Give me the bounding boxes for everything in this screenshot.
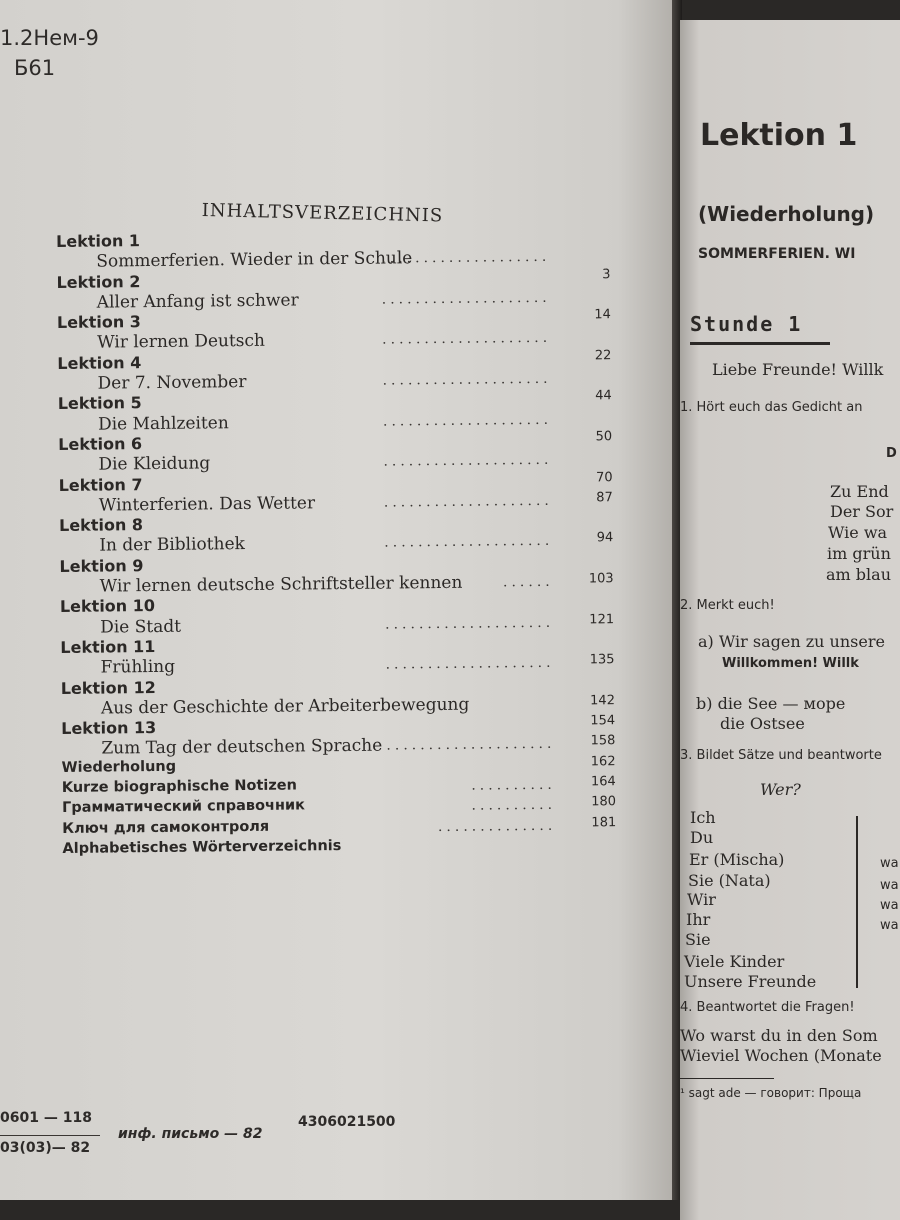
lesson-heading: Lektion 1	[700, 118, 858, 153]
poem-line: im grün	[827, 544, 891, 563]
library-code-2: Б61	[14, 56, 56, 80]
appendix-title: Ключ для самоконтроля	[62, 818, 270, 837]
lesson-label: Lektion 3	[56, 312, 141, 333]
library-code: 1.2Нем-9	[0, 26, 99, 50]
leader-dots: ....................	[382, 330, 552, 349]
page-number: 70	[595, 469, 613, 485]
exercise-2b-line2: die Ostsee	[720, 714, 805, 733]
exercise-2b: b) die See — море	[696, 694, 846, 713]
poem-title-initial: D	[886, 446, 897, 461]
leader-dots: ....................	[381, 249, 551, 267]
page-number: 94	[596, 530, 614, 546]
page-number: 3	[602, 266, 611, 282]
question: Wieviel Wochen (Monate	[680, 1046, 882, 1065]
leader-dots: ..............	[437, 817, 557, 835]
appendix-title: Грамматический справочник	[61, 797, 306, 817]
page-number: 142	[590, 693, 616, 709]
pronoun: Er (Mischa)	[689, 850, 785, 869]
page-number: 103	[588, 571, 614, 587]
toc-title: INHALTSVERZEICHNIS	[201, 200, 444, 227]
lesson-title: Die Stadt	[100, 616, 182, 638]
code-bottom: 03(03)— 82	[0, 1140, 91, 1156]
pronoun: Ich	[690, 808, 716, 827]
page-number: 22	[594, 347, 612, 364]
page-number: 121	[589, 611, 615, 628]
page-number: 164	[590, 774, 616, 790]
lesson-label: Lektion 10	[59, 596, 156, 617]
page-number: 162	[590, 753, 616, 770]
leader-dots: ....................	[382, 411, 553, 430]
right-page	[680, 20, 900, 1220]
lesson-topic: SOMMERFERIEN. WI	[698, 246, 856, 262]
question: Wo warst du in den Som	[680, 1026, 878, 1045]
lesson-title: Sommerferien. Wieder in der Schule	[96, 248, 413, 272]
divider	[690, 342, 830, 345]
leader-dots: ....................	[385, 655, 555, 673]
lesson-title: Wir lernen deutsche Schriftsteller kennen	[99, 572, 463, 597]
catalog-number: 4306021500	[298, 1114, 396, 1130]
page-number: 158	[590, 733, 616, 749]
poem-line: Wie wa	[828, 523, 888, 542]
page-number: 44	[595, 388, 612, 404]
lesson-title: Wir lernen Deutsch	[97, 331, 266, 354]
lesson-title: Winterferien. Das Wetter	[98, 493, 316, 516]
leader-dots: ..........	[471, 797, 557, 814]
verb-stub: wa	[880, 856, 899, 871]
pronoun: Unsere Freunde	[684, 972, 817, 991]
lesson-label: Lektion 13	[61, 718, 157, 739]
lesson-label: Lektion 6	[58, 434, 143, 454]
pronoun: Du	[690, 828, 714, 847]
page-number: 50	[595, 429, 613, 445]
pronoun: Sie	[685, 930, 711, 949]
appendix-title: Kurze biographische Notizen	[61, 777, 298, 796]
poem-line: am blau	[826, 565, 891, 584]
exercise-4: 4. Beantwortet die Fragen!	[680, 1000, 855, 1015]
exercise-1: 1. Hört euch das Gedicht an	[680, 400, 863, 415]
leader-dots: ..........	[471, 776, 556, 794]
verb-stub: wa	[880, 878, 899, 893]
lesson-title: Aller Anfang ist schwer	[96, 290, 299, 313]
page-number: 180	[591, 794, 617, 810]
pronoun: Sie (Nata)	[688, 871, 771, 890]
table-divider	[856, 816, 858, 988]
exercise-2: 2. Merkt euch!	[680, 598, 775, 613]
leader-dots: ......	[502, 573, 554, 591]
info-letter: инф. письмо — 82	[118, 1126, 263, 1142]
pronoun: Viele Kinder	[684, 952, 785, 971]
lesson-label: Lektion 12	[60, 677, 156, 698]
lesson-label: Lektion 8	[58, 515, 144, 536]
poem-line: Zu End	[830, 482, 889, 501]
leader-dots: ....................	[384, 533, 554, 552]
footnote-divider	[680, 1078, 774, 1079]
footnote: ¹ sagt ade — говорит: Проща	[680, 1086, 862, 1100]
leader-dots: ....................	[386, 736, 556, 754]
lesson-label: Lektion 11	[60, 636, 156, 657]
verb-stub: wa	[880, 898, 899, 913]
lesson-title: Zum Tag der deutschen Sprache	[101, 736, 383, 759]
page-number: 181	[591, 814, 617, 831]
page-number: 87	[596, 490, 613, 506]
lesson-title: Die Mahlzeiten	[97, 412, 229, 435]
page-number: 14	[594, 307, 611, 323]
leader-dots: ....................	[383, 492, 553, 511]
code-top: 0601 — 118	[0, 1110, 92, 1126]
verb-stub: wa	[880, 918, 899, 933]
page-number: 135	[589, 652, 615, 668]
appendix-title: Wiederholung	[61, 758, 177, 776]
leader-dots: ....................	[382, 370, 552, 389]
lesson-label: Lektion 9	[59, 555, 144, 576]
pronoun: Ihr	[686, 910, 711, 929]
exercise-3: 3. Bildet Sätze und beantworte	[680, 748, 882, 763]
wer-heading: Wer?	[760, 780, 801, 799]
lesson-label: Lektion 4	[57, 352, 142, 373]
exercise-2a: a) Wir sagen zu unsere	[698, 632, 885, 651]
stunde-heading: Stunde 1	[690, 312, 803, 336]
divider	[0, 1135, 100, 1136]
greeting-text: Liebe Freunde! Willk	[712, 360, 884, 379]
lesson-title: Die Kleidung	[98, 453, 211, 475]
lesson-title: Aus der Geschichte der Arbeiterbewegung	[100, 694, 470, 719]
lesson-title: Der 7. November	[97, 372, 247, 394]
leader-dots: ....................	[383, 452, 553, 470]
lesson-subheading: (Wiederholung)	[698, 202, 875, 226]
page-number: 154	[590, 713, 616, 729]
exercise-2a-bold: Willkommen! Willk	[722, 656, 859, 671]
pronoun: Wir	[687, 890, 716, 909]
lesson-title: In der Bibliothek	[99, 534, 245, 557]
lesson-label: Lektion 2	[56, 271, 141, 292]
table-of-contents	[56, 226, 617, 861]
lesson-title: Frühling	[100, 657, 176, 678]
lesson-label: Lektion 5	[57, 393, 142, 414]
lesson-label: Lektion 1	[56, 231, 141, 251]
leader-dots: ....................	[381, 289, 551, 308]
appendix-title: Alphabetisches Wörterverzeichnis	[62, 837, 342, 857]
leader-dots: ....................	[385, 614, 555, 633]
poem-line: Der Sor	[830, 502, 894, 521]
lesson-label: Lektion 7	[58, 474, 143, 495]
